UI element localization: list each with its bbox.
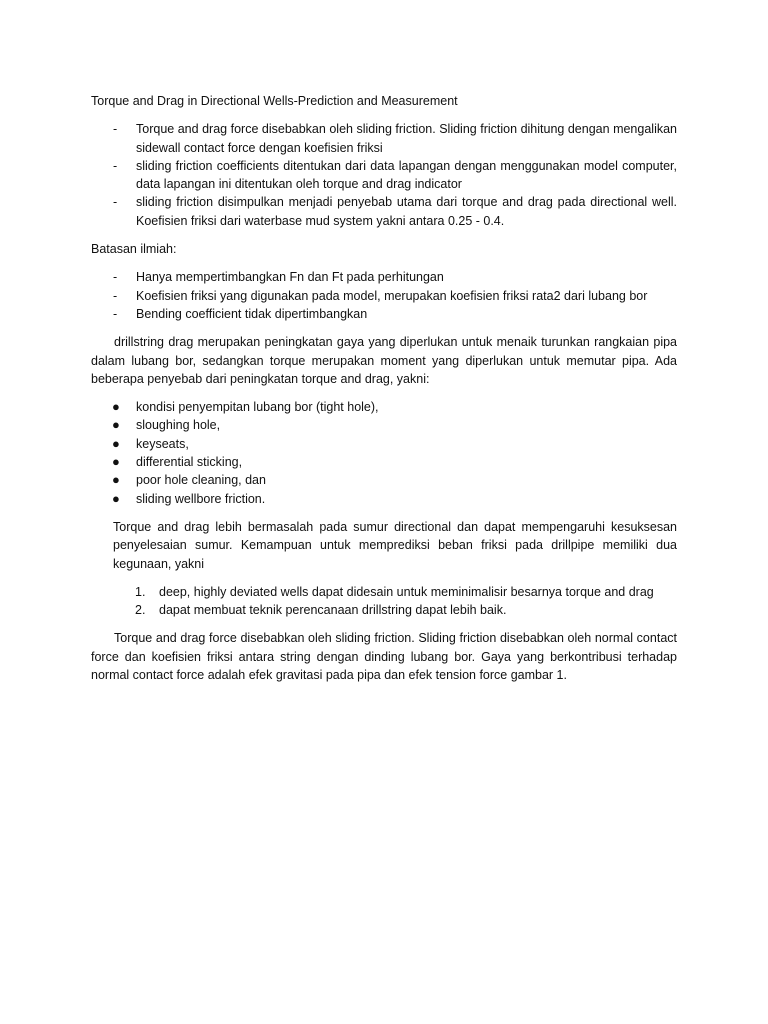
bullet-icon: ● [112,490,120,506]
dash-marker: - [113,270,118,285]
list-item [91,287,677,305]
dash-marker: - [113,288,118,303]
document-title: Torque and Drag in Directional Wells-Prediction and Measurement [91,94,458,108]
uses-list [91,583,677,620]
list-item-text: sloughing hole, [136,418,221,433]
list-item-text: sliding friction coefficients ditentukan dari data lapangan dengan menggunakan model computer, data lapangan ini ditentukan oleh torque and drag indicator [136,158,677,192]
list-item-text: Hanya mempertimbangkan Fn dan Ft pada perhitungan [136,270,444,285]
list-item-text: dapat membuat teknik perencanaan drillstring dapat lebih baik. [159,603,507,618]
closing-paragraph: Torque and drag force disebabkan oleh sliding friction. Sliding friction disebabkan oleh normal contact force dan koefisien friksi antara string dengan dinding lubang bor. Gaya yang berkontribusi terhadap normal contact force adalah efek gravitasi pada pipa dan efek tension force gambar 1. [91,631,677,683]
dash-marker: - [113,158,118,173]
list-number: 2. [135,603,146,618]
dash-marker: - [113,122,118,137]
list-item-text: differential sticking, [136,455,243,470]
bullet-icon: ● [112,454,120,470]
list-item-text: Bending coefficient tidak dipertimbangkan [136,306,368,321]
limits-label: Batasan ilmiah: [91,242,177,257]
list-item [91,435,677,453]
list-item [91,601,677,619]
bullet-icon: ● [112,435,120,451]
dash-marker: - [113,195,118,210]
list-item-text: sliding friction disimpulkan menjadi penyebab utama dari torque and drag pada directional well. Koefisien friksi dari waterbase mud system yakni antara 0.25 - 0.4. [136,195,677,228]
limits-list [91,268,677,323]
bullet-icon: ● [112,417,120,433]
list-item [91,398,677,416]
list-item [91,120,677,157]
causes-list [91,398,677,508]
list-item-text: keyseats, [136,436,189,451]
document-page [91,92,677,694]
list-item-text: poor hole cleaning, dan [136,473,266,488]
list-item [91,416,677,434]
intro-points-list [91,120,677,230]
list-item [91,268,677,286]
bullet-icon: ● [112,399,120,415]
list-item [91,471,677,489]
problem-paragraph: Torque and drag lebih bermasalah pada sumur directional dan dapat mempengaruhi kesuksesan penyelesaian sumur. Kemampuan untuk memprediksi beban friksi pada drillpipe memiliki dua kegunaan, yakni [113,519,677,571]
list-item-text: Koefisien friksi yang digunakan pada model, merupakan koefisien friksi rata2 dari lubang bor [136,288,648,303]
list-item [91,193,677,230]
list-item [91,157,677,194]
list-item [91,305,677,323]
list-item-text: deep, highly deviated wells dapat didesain untuk meminimalisir besarnya torque and drag [159,584,654,599]
bullet-icon: ● [112,472,120,488]
list-item-text: kondisi penyempitan lubang bor (tight hole), [136,400,379,415]
list-number: 1. [135,584,146,599]
drag-paragraph: drillstring drag merupakan peningkatan gaya yang diperlukan untuk menaik turunkan rangkaian pipa dalam lubang bor, sedangkan torque merupakan moment yang diperlukan untuk memutar pipa. Ada beberapa penyebab dari peningkatan torque and drag, yakni: [91,335,677,386]
list-item-text: sliding wellbore friction. [136,491,266,506]
list-item [91,583,677,601]
list-item [91,453,677,471]
list-item-text: Torque and drag force disebabkan oleh sliding friction. Sliding friction dihitung dengan mengalikan sidewall contact force dengan koefisien friksi [136,122,677,155]
dash-marker: - [113,306,118,321]
list-item [91,490,677,508]
